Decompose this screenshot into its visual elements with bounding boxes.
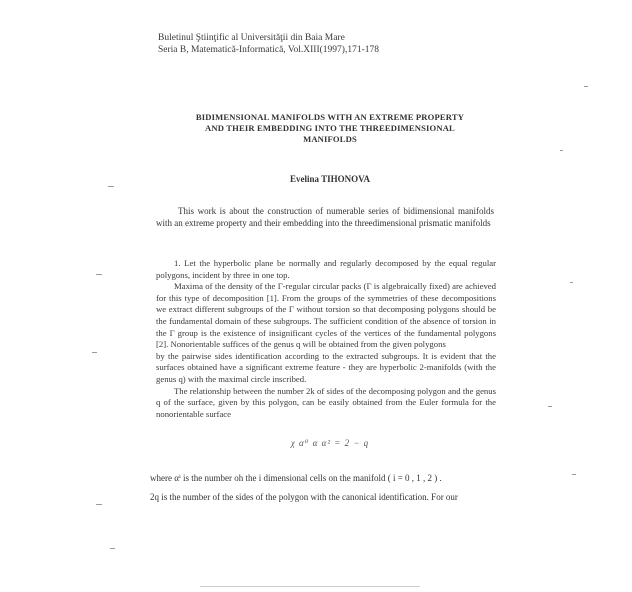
paper-title-line1: BIDIMENSIONAL MANIFOLDS WITH AN EXTREME PROPERTY: [195, 112, 465, 122]
scan-speck: [584, 86, 588, 87]
scan-speck: [96, 274, 102, 275]
paper-title-line3: MANIFOLDS: [303, 134, 357, 144]
scan-speck: [108, 186, 114, 187]
abstract-text: This work is about the construction of numerable series of bidimensional manifolds with an extreme property and their embedding into the threedimensional prismatic manifolds: [156, 206, 494, 228]
journal-header-line2: Seria B, Matematică-Informatică, Vol.XIII(1997),171-178: [158, 45, 379, 55]
author-name: Evelina TIHONOVA: [290, 174, 370, 184]
where-clause: [150, 472, 500, 510]
scan-speck: [92, 352, 97, 353]
scan-speck: [110, 548, 115, 549]
paragraph-3: by the pairwise sides identification according to the extracted subgroups. It is evident that the surfaces obtained have a significant extreme feature - they are hyperbolic 2-manifolds (with the genus q) with the maximal circle inscribed.: [156, 350, 496, 384]
where-line1: where αⁱ is the number oh the i dimensional cells on the manifold ( i = 0 , 1 , 2 ) .: [150, 473, 442, 483]
scan-speck: [572, 474, 576, 475]
journal-header: [158, 32, 379, 56]
journal-header-line1: Buletinul Ştiinţific al Universităţii din Baia Mare: [158, 33, 345, 43]
scan-speck: [560, 150, 563, 151]
scan-bottom-edge: [200, 586, 420, 587]
paper-title-line2: AND THEIR EMBEDDING INTO THE THREEDIMENSIONAL: [205, 123, 455, 133]
euler-formula: χ α⁰ α α² = 2 − q: [290, 438, 370, 448]
paragraph-2: Maxima of the density of the Γ-regular circular packs (Γ is algebraically fixed) are achieved for this type of decomposition [1]. From the groups of the symmetries of these decompositions we extract different subgroups of the Γ without torsion so that decomposing polygons should be the fundamental domain of these subgroups. The sufficient condition of the absence of torsion in the Γ group is the existence of insignificant cycles of the vertices of the fundamental polygons [2]. Nonorientable suffices of the genus q will be obtained from the given polygons: [156, 281, 496, 350]
body-text: [156, 258, 496, 420]
scan-speck: [96, 504, 102, 505]
where-line2: 2q is the number of the sides of the polygon with the canonical identification. For our: [150, 492, 458, 502]
scan-speck: [570, 282, 573, 283]
abstract: [156, 206, 494, 229]
paper-title: [150, 112, 510, 145]
paragraph-1: 1. Let the hyperbolic plane be normally and regularly decomposed by the equal regular polygons, incident by three in one top.: [156, 258, 496, 280]
scan-speck: [548, 406, 552, 407]
paragraph-4: The relationship between the number 2k of sides of the decomposing polygon and the genus q of the surface, given by this polygon, can be easily obtained from the Euler formula for the nonorientable surface: [156, 385, 496, 419]
